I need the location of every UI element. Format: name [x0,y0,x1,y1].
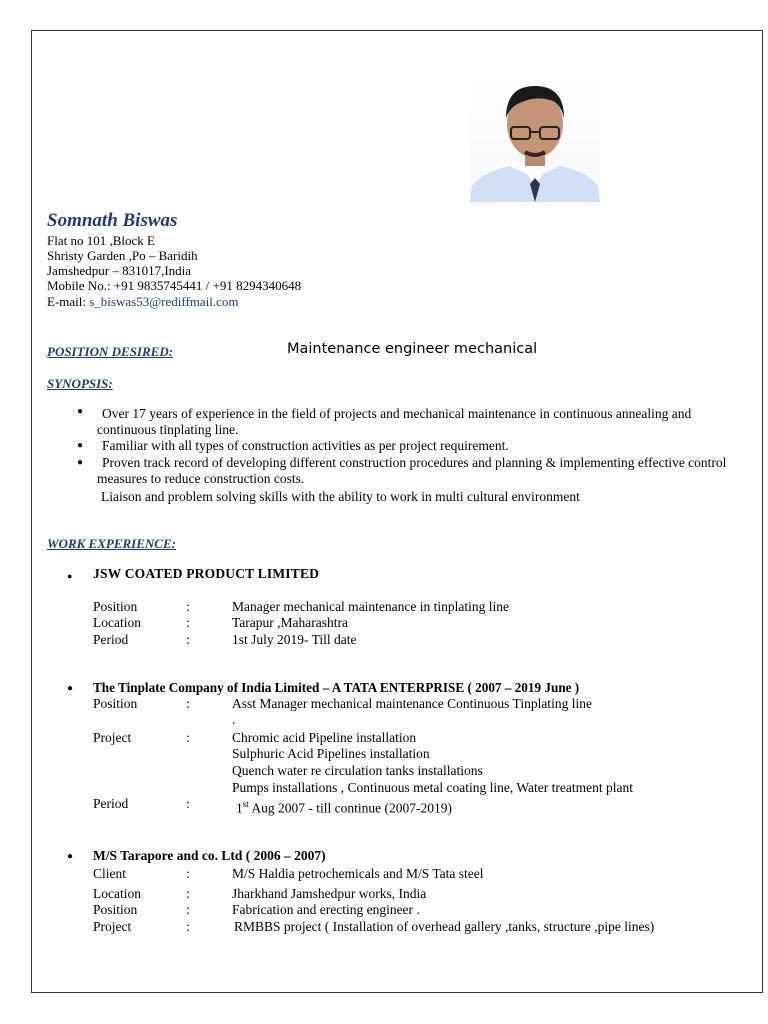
colon: : [186,615,190,630]
company-jsw: JSW COATED PRODUCT LIMITED [93,566,320,581]
colon: : [186,902,190,917]
address-line-2: Shristy Garden ,Po – Baridih [47,248,198,263]
period-day: 1 [236,800,243,816]
project-value: Sulphuric Acid Pipelines installation [232,746,430,761]
project-value: Pumps installations , Continuous metal coating line, Water treatment plant [232,780,633,795]
company-tarapore: M/S Tarapore and co. Ltd ( 2006 – 2007) [93,848,326,863]
location-label: Location [93,886,141,901]
period-value: 1st July 2019- Till date [232,632,357,647]
bullet-icon: ● [67,571,73,581]
position-value: Manager mechanical maintenance in tinplating line [232,599,510,614]
position-value: Asst Manager mechanical maintenance Continuous Tinplating line [232,696,592,711]
colon: : [186,886,190,901]
position-value: Fabrication and erecting engineer . [232,902,420,917]
bullet-icon: ● [67,851,74,862]
project-label: Project [93,730,132,745]
colon: : [186,599,190,614]
synopsis-heading: SYNOPSIS: [47,376,113,391]
mobile-number: Mobile No.: +91 9835745441 / +91 8294340648 [47,278,302,293]
position-label: Position [93,902,138,917]
period-value [236,796,452,817]
colon: : [186,796,190,811]
address-line-3: Jamshedpur – 831017,India [47,263,192,278]
profile-photo-drawing [470,74,600,202]
position-label: Position [93,599,138,614]
position-desired-heading: POSITION DESIRED: [47,344,174,359]
work-experience-heading: WORK EXPERIENCE: [47,536,176,551]
address-line-1: Flat no 101 ,Block E [47,233,155,248]
company-tinplate: The Tinplate Company of India Limited – A TATA ENTERPRISE ( 2007 – 2019 June ) [93,680,580,695]
client-value: M/S Haldia petrochemicals and M/S Tata steel [232,866,484,881]
bullet-icon: ● [77,457,84,468]
synopsis-item: Over 17 years of experience in the field of projects and mechanical maintenance in continuous annealing and continuous tinplating line. [97,406,692,437]
colon: : [186,696,190,711]
bullet-icon: ● [67,683,74,694]
period-rest: Aug 2007 - till continue (2007-2019) [248,800,452,816]
bullet-icon: ● [77,406,84,417]
project-label: Project [93,919,132,934]
colon: : [186,730,190,745]
client-label: Client [93,866,126,881]
location-label: Location [93,615,141,630]
position-continuation: . [232,712,236,727]
location-value: Jharkhand Jamshedpur works, India [232,886,427,901]
colon: : [186,632,190,647]
profile-photo [470,74,600,202]
location-value: Tarapur ,Maharashtra [232,615,348,630]
colon: : [186,919,190,934]
bullet-icon: ● [77,440,84,451]
project-value: Chromic acid Pipeline installation [232,730,417,745]
position-label: Position [93,696,138,711]
period-ordinal: st [242,799,249,809]
email-link[interactable]: s_biswas53@rediffmail.com [89,294,239,309]
project-value: RMBBS project ( Installation of overhead gallery ,tanks, structure ,pipe lines) [234,919,655,934]
synopsis-item: Liaison and problem solving skills with the ability to work in multi cultural environment [101,489,580,504]
candidate-name: Somnath Biswas [47,210,178,231]
synopsis-item: Familiar with all types of construction activities as per project requirement. [102,438,509,453]
email-label: E-mail: [47,294,90,309]
period-label: Period [93,796,129,811]
period-label: Period [93,632,129,647]
synopsis-item: Proven track record of developing different construction procedures and planning & implementing effective control measures to reduce construction costs. [97,455,727,486]
project-value: Quench water re circulation tanks installations [232,763,483,778]
email-line [47,294,239,309]
position-desired-value: Maintenance engineer mechanical [287,341,538,357]
colon: : [186,866,190,881]
